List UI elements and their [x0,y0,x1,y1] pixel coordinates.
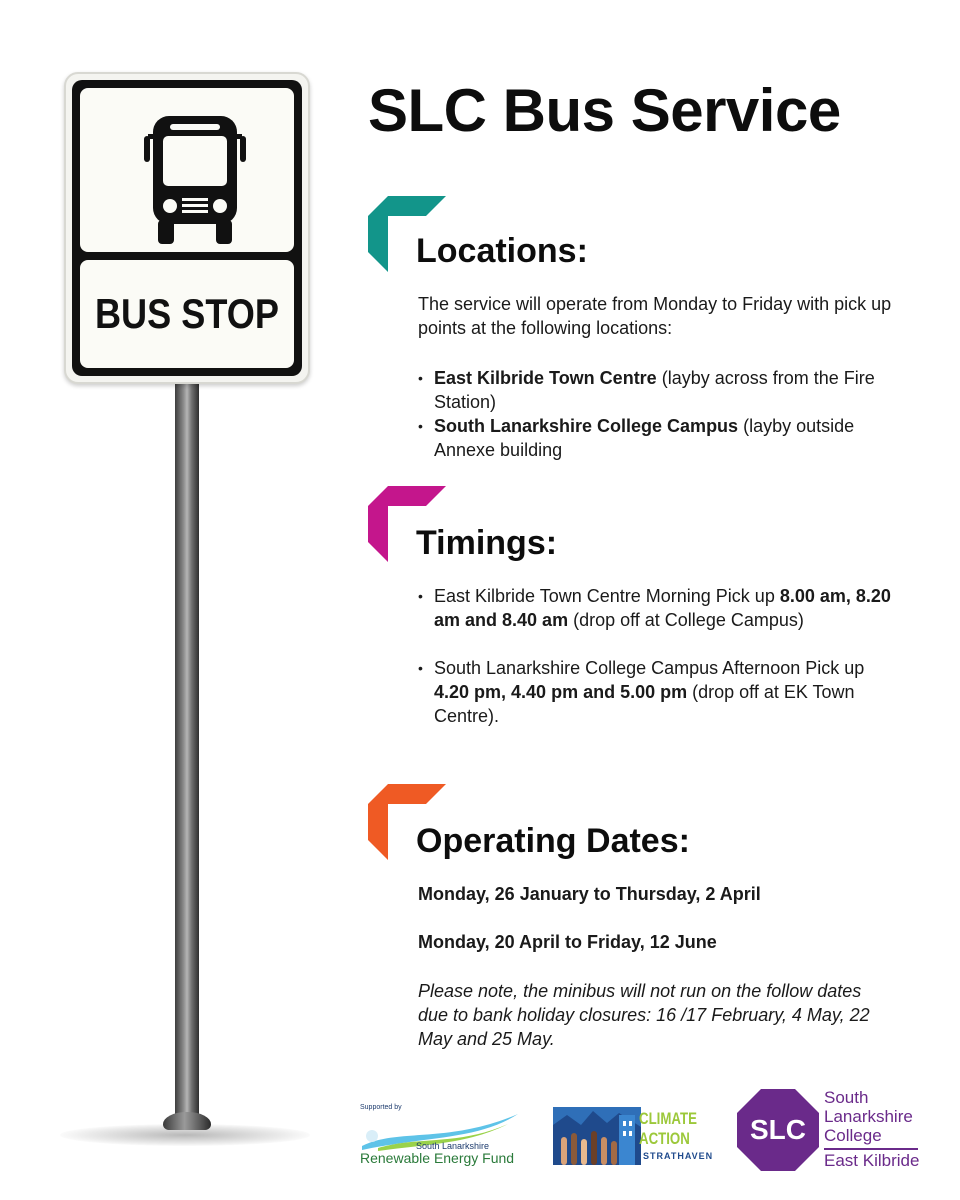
slc-mark-text: SLC [750,1114,806,1145]
location-detail: (layby outside Annexe building [434,416,855,460]
slc-divider [824,1148,918,1150]
slc-name-line3: College [824,1126,882,1145]
timing-prefix: East Kilbride Town Centre Morning Pick up [434,586,780,606]
slc-name-line1: South [824,1088,869,1107]
timings-list [418,584,898,728]
date-range-1: Monday, 26 January to Thursday, 2 April [418,884,761,904]
strathaven-text: STRATHAVEN [643,1151,714,1161]
action-text: ACTION [639,1129,690,1148]
sign-pole [175,380,199,1120]
ref-line2: Renewable Energy Fund [360,1150,515,1166]
climate-action-strathaven-logo [553,1107,714,1165]
ref-line1: South Lanarkshire [416,1141,490,1151]
list-item [418,366,898,414]
sign-icon-panel [80,88,294,252]
sign-text-panel [80,260,294,368]
page-title: SLC Bus Service [368,77,841,144]
supported-by-text: Supported by [360,1104,402,1111]
bus-stop-label: BUS STOP [95,290,279,337]
slc-name [824,1088,913,1145]
renewable-energy-fund-logo [358,1098,528,1170]
location-name: South Lanarkshire College Campus [434,416,739,436]
timing-suffix: (drop off at College Campus) [568,610,804,630]
slc-campus: East Kilbride [824,1151,920,1170]
south-lanarkshire-college-logo [736,1088,936,1174]
timing-times: 8.00 am, 8.20 am and 8.40 am [434,586,891,630]
slc-name-line2: Lanarkshire [824,1107,913,1126]
climate-text: CLIMATE [639,1109,697,1128]
location-name: East Kilbride Town Centre [434,368,657,388]
locations-heading: Locations: [416,232,588,270]
dates-heading: Operating Dates: [416,822,690,860]
raised-hands-town-icon [553,1107,641,1165]
timings-heading: Timings: [416,524,558,562]
holiday-note: Please note, the minibus will not run on the follow dates due to bank holiday closures: 16 /17 February, 4 May, 22 May and 25 May. [418,981,870,1049]
timing-suffix: (drop off at EK Town Centre). [434,682,855,726]
locations-intro: The service will operate from Monday to Friday with pick up points at the following locations: [418,294,892,338]
sign-board [64,72,310,384]
list-item [418,584,898,632]
date-range-2: Monday, 20 April to Friday, 12 June [418,932,717,952]
bus-stop-sign-illustration [0,0,360,1200]
timing-prefix: South Lanarkshire College Campus Afternoon Pick up [434,658,865,678]
sign-pole-base [163,1112,211,1130]
location-detail: (layby across from the Fire Station) [434,368,875,412]
bus-front-icon [144,114,246,246]
locations-list [418,366,898,462]
list-item [418,656,898,728]
timing-times: 4.20 pm, 4.40 pm and 5.00 pm [434,682,688,702]
sign-border [72,80,302,376]
list-item [418,414,898,462]
